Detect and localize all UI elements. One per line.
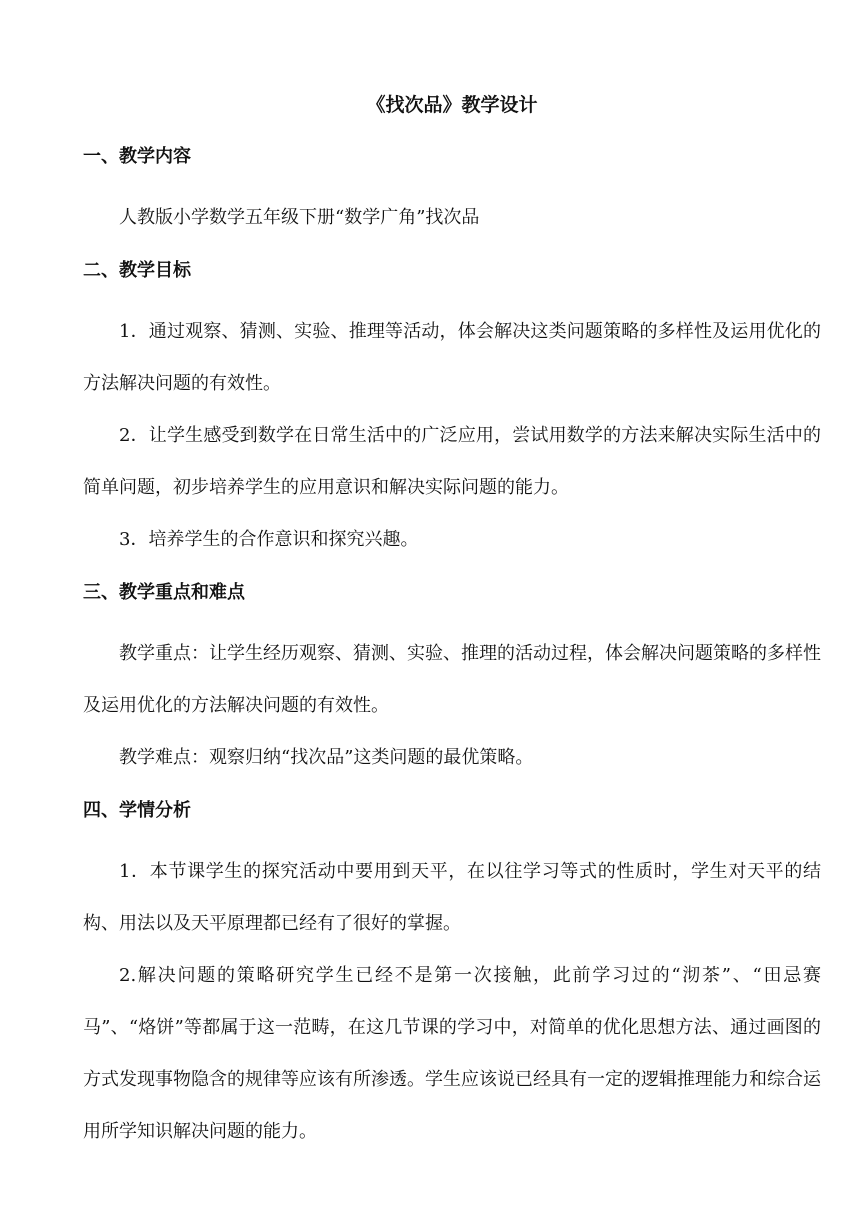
document-title: 《找次品》教学设计	[366, 94, 538, 116]
paragraph: 2．让学生感受到数学在日常生活中的广泛应用，尝试用数学的方法来解决实际生活中的简单问题，初步培养学生的应用意识和解决实际问题的能力。	[83, 425, 821, 498]
section-student-analysis	[83, 794, 821, 1158]
paragraph: 教学重点：让学生经历观察、猜测、实验、推理的活动过程，体会解决问题策略的多样性及运用优化的方法解决问题的有效性。	[83, 643, 821, 716]
section-key-points	[83, 576, 821, 784]
section-teaching-goals	[83, 254, 821, 566]
section-heading: 三、教学重点和难点	[83, 582, 245, 603]
paragraph: 人教版小学数学五年级下册“数学广角”找次品	[119, 207, 480, 228]
paragraph: 1．通过观察、猜测、实验、推理等活动，体会解决这类问题策略的多样性及运用优化的方法解决问题的有效性。	[83, 321, 821, 394]
paragraph: 1．本节课学生的探究活动中要用到天平，在以往学习等式的性质时，学生对天平的结构、用法以及天平原理都已经有了很好的掌握。	[83, 861, 821, 934]
document-page	[83, 88, 821, 1158]
section-heading: 二、教学目标	[83, 260, 191, 281]
section-teaching-content	[83, 140, 821, 244]
paragraph: 教学难点：观察归纳“找次品”这类问题的最优策略。	[119, 747, 534, 768]
paragraph: 2.解决问题的策略研究学生已经不是第一次接触，此前学习过的“沏茶”、“田忌赛马”、“烙饼”等都属于这一范畴，在这几节课的学习中，对简单的优化思想方法、通过画图的方式发现事物隐含的规律等应该有所渗透。学生应该说已经具有一定的逻辑推理能力和综合运用所学知识解决问题的能力。	[83, 965, 821, 1142]
section-heading: 四、学情分析	[83, 800, 191, 821]
section-heading: 一、教学内容	[83, 146, 191, 167]
paragraph: 3．培养学生的合作意识和探究兴趣。	[119, 529, 419, 550]
